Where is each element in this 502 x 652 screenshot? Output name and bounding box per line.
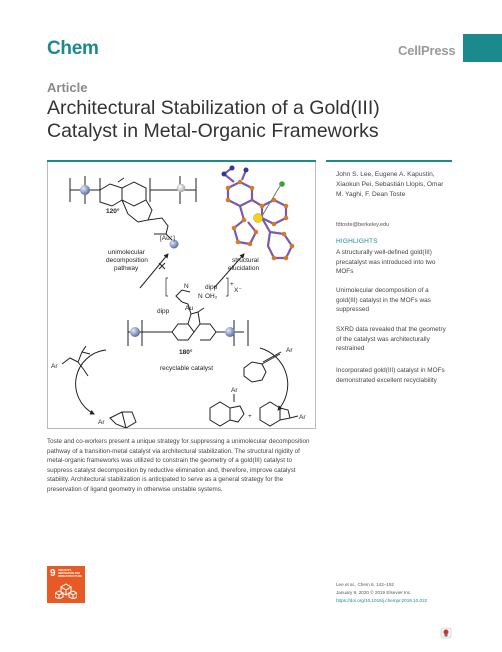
- decomp-label-line3: pathway: [114, 265, 139, 272]
- angle-120-label: 120°: [106, 208, 120, 215]
- summary-text: Toste and co-workers present a unique strategy for suppressing a unimolecular decomposition pathway of a transition-metal catalyst via architectural stabilization. The structural rigidity of metal-organic frameworks was utilized to constrain the geometry of a gold(III) catalyst to suppress catalyst decomposition by reductive elimination and, therefore, improve catalyst stability. Architectural stabilization is anticipated to serve as a general strategy for the preservation of ligand geometry in otherwise unstable systems.: [47, 438, 310, 493]
- n-atom-2: N: [198, 293, 203, 300]
- counter-ion-label: X⁻: [234, 287, 242, 294]
- copyright-line: January 9, 2020 © 2019 Elsevier Inc.: [336, 590, 412, 595]
- plus-sign: +: [248, 413, 252, 420]
- highlight-item: Incorporated gold(III) catalyst in MOFs demonstrated excellent recyclability: [336, 367, 445, 384]
- dipp-label-2: dipp: [157, 308, 170, 315]
- blocked-mark: [159, 263, 165, 269]
- right-divider: [326, 160, 452, 162]
- journal-logo[interactable]: Chem: [47, 38, 99, 59]
- citation-line: Lee et al., Chem 6, 142–152: [336, 582, 394, 587]
- highlight-item: A structurally well-defined gold(III) precatalyst was introduced into two MOFs: [336, 249, 436, 276]
- elucidation-label-line1: structural: [232, 257, 259, 264]
- highlight-item: SXRD data revealed that the geometry of the catalyst was architecturally restrained: [336, 326, 446, 353]
- graphical-abstract-figure: [48, 162, 315, 428]
- sdg-text: INDUSTRY, INNOVATION AND INFRASTRUCTURE: [58, 569, 82, 578]
- decomp-label-line2: decomposition: [106, 257, 148, 264]
- right-substrate: [244, 348, 288, 410]
- graphical-abstract: [47, 162, 316, 429]
- highlight-item: Unimolecular decomposition of a gold(III) catalyst in the MOFs was suppressed: [336, 287, 431, 314]
- reagent-label: [Au⁺]: [160, 235, 175, 242]
- gold-catalyst-structure: [128, 290, 248, 346]
- angle-180-label: 180°: [179, 349, 193, 356]
- oh2-label: OH₂: [205, 293, 218, 300]
- highlights-heading: HIGHLIGHTS: [336, 238, 378, 245]
- sdg-cubes-icon: [55, 583, 77, 599]
- left-product: [110, 412, 136, 428]
- ar-product-right-label: Ar: [299, 414, 306, 421]
- plus-charge: +: [230, 281, 234, 288]
- sdg-number: 9: [50, 568, 56, 579]
- sdg-badge[interactable]: [47, 566, 85, 603]
- ar-right-label: Ar: [286, 347, 293, 354]
- decomp-label-line1: unimolecular: [108, 249, 145, 256]
- crossmark-icon[interactable]: [440, 627, 452, 639]
- elucidation-label-line2: elucidation: [228, 265, 260, 272]
- correspondence-email[interactable]: fdtoste@berkeley.edu: [336, 222, 390, 228]
- decomposed-structure: [70, 176, 196, 249]
- article-type-label: Article: [47, 80, 88, 95]
- header-accent-block: [463, 34, 502, 62]
- doi-link[interactable]: https://doi.org/10.1016/j.chempr.2019.10.022: [336, 598, 428, 603]
- charge-bracket: [166, 278, 228, 296]
- catalyst-label: recyclable catalyst: [160, 365, 214, 372]
- ar-product-left-label: Ar: [98, 419, 105, 426]
- ar-left-label: Ar: [51, 363, 58, 370]
- publisher-logo[interactable]: CellPress: [398, 43, 456, 58]
- crystal-structure: [222, 166, 295, 261]
- article-title: Architectural Stabilization of a Gold(III) Catalyst in Metal-Organic Frameworks: [47, 97, 380, 142]
- author-list[interactable]: John S. Lee, Eugene A. Kapustin, Xiaokun Pei, Sebastián Llopis, Omar M. Yaghi, F. Dean Toste: [336, 171, 444, 198]
- left-substrate: [62, 346, 106, 414]
- gold-atom-label: Au: [185, 305, 193, 312]
- n-atom-1: N: [184, 283, 189, 290]
- ar-product-mid-label: Ar: [231, 387, 238, 394]
- dipp-label-1: dipp: [205, 284, 218, 291]
